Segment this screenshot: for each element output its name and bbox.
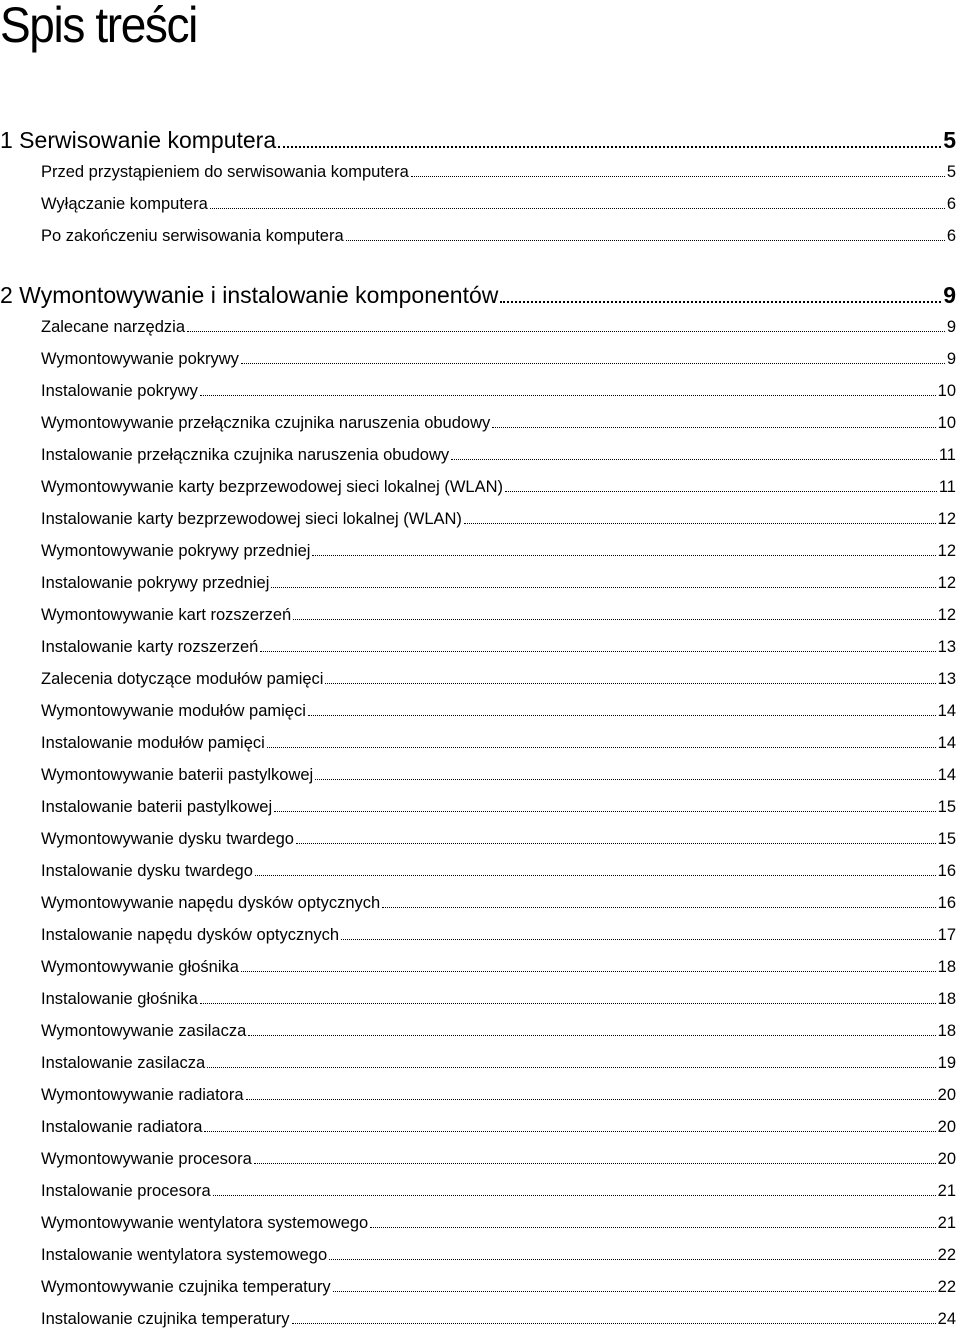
toc-dot-leader xyxy=(241,971,936,972)
toc-page-number: 9 xyxy=(946,350,956,368)
toc-entry-label: Zalecane narzędzia xyxy=(41,318,186,336)
toc-section-entry[interactable] xyxy=(41,1242,956,1268)
toc-entry-label: Po zakończeniu serwisowania komputera xyxy=(41,227,344,245)
toc-entry-label: Instalowanie przełącznika czujnika naruszenia obudowy xyxy=(41,446,450,464)
toc-section-entry[interactable] xyxy=(41,159,956,185)
toc-dot-leader xyxy=(200,395,936,396)
toc-section-entry[interactable] xyxy=(41,1018,956,1044)
toc-page-number: 15 xyxy=(937,798,956,816)
toc-page-number: 15 xyxy=(937,830,956,848)
toc-page-number: 11 xyxy=(938,478,956,496)
toc-entry-label: Wymontowywanie zasilacza xyxy=(41,1022,247,1040)
toc-entry-label: Instalowanie modułów pamięci xyxy=(41,734,265,752)
toc-page-number: 20 xyxy=(937,1150,956,1168)
toc-page-number: 22 xyxy=(937,1278,956,1296)
toc-page-number: 9 xyxy=(946,318,956,336)
toc-section-entry[interactable] xyxy=(41,602,956,628)
toc-page-number: 5 xyxy=(943,127,956,153)
toc-dot-leader xyxy=(292,1323,936,1324)
toc-page-number: 12 xyxy=(937,574,956,592)
toc-section-entry[interactable] xyxy=(41,442,956,468)
toc-page-number: 13 xyxy=(937,638,956,656)
toc-section-entry[interactable] xyxy=(41,1210,956,1236)
toc-page-number: 14 xyxy=(937,766,956,784)
toc-dot-leader xyxy=(333,1291,936,1292)
toc-dot-leader xyxy=(200,1003,936,1004)
toc-entry-label: 2 Wymontowywanie i instalowanie komponentów xyxy=(0,282,499,308)
toc-dot-leader xyxy=(500,301,941,303)
toc-section-entry[interactable] xyxy=(41,506,956,532)
toc-dot-leader xyxy=(296,843,936,844)
toc-page-number: 14 xyxy=(937,702,956,720)
toc-page-number: 6 xyxy=(946,195,956,213)
toc-section-entry[interactable] xyxy=(41,1146,956,1172)
toc-page-number: 6 xyxy=(946,227,956,245)
toc-section-entry[interactable] xyxy=(41,1178,956,1204)
toc-section-entry[interactable] xyxy=(41,1082,956,1108)
toc-section-entry[interactable] xyxy=(41,826,956,852)
toc-entry-label: Wymontowywanie przełącznika czujnika naruszenia obudowy xyxy=(41,414,491,432)
toc-entry-label: Wymontowywanie głośnika xyxy=(41,958,239,976)
toc-dot-leader xyxy=(325,683,935,684)
toc-dot-leader xyxy=(213,1195,936,1196)
toc-dot-leader xyxy=(329,1259,935,1260)
toc-entry-label: Przed przystąpieniem do serwisowania komputera xyxy=(41,163,409,181)
toc-section-entry[interactable] xyxy=(41,538,956,564)
toc-page-number: 10 xyxy=(937,414,956,432)
toc-dot-leader xyxy=(254,1163,936,1164)
toc-section-entry[interactable] xyxy=(41,922,956,948)
toc-section-entry[interactable] xyxy=(41,634,956,660)
toc-page-number: 12 xyxy=(937,606,956,624)
toc-section-entry[interactable] xyxy=(41,346,956,372)
toc-page-number: 17 xyxy=(937,926,956,944)
toc-entry-label: Instalowanie napędu dysków optycznych xyxy=(41,926,340,944)
toc-dot-leader xyxy=(207,1067,935,1068)
toc-section-entry[interactable] xyxy=(41,986,956,1012)
toc-page-number: 18 xyxy=(937,958,956,976)
toc-entry-label: Instalowanie dysku twardego xyxy=(41,862,253,880)
toc-dot-leader xyxy=(274,811,936,812)
toc-dot-leader xyxy=(210,208,945,209)
toc-section-entry[interactable] xyxy=(41,954,956,980)
toc-entry-label: Wymontowywanie modułów pamięci xyxy=(41,702,306,720)
toc-section-entry[interactable] xyxy=(41,570,956,596)
toc-entry-label: Wymontowywanie wentylatora systemowego xyxy=(41,1214,369,1232)
toc-chapter-entry[interactable] xyxy=(0,280,956,310)
toc-entry-label: Wymontowywanie karty bezprzewodowej sieci lokalnej (WLAN) xyxy=(41,478,504,496)
toc-page-number: 12 xyxy=(937,510,956,528)
toc-section-entry[interactable] xyxy=(41,474,956,500)
toc-dot-leader xyxy=(187,331,945,332)
toc-entry-label: Instalowanie głośnika xyxy=(41,990,198,1008)
toc-entry-label: Wymontowywanie kart rozszerzeń xyxy=(41,606,292,624)
toc-dot-leader xyxy=(246,1099,936,1100)
toc-dot-leader xyxy=(505,491,937,492)
toc-page-number: 20 xyxy=(937,1118,956,1136)
toc-entry-label: Instalowanie zasilacza xyxy=(41,1054,206,1072)
toc-entry-label: Wymontowywanie procesora xyxy=(41,1150,252,1168)
toc-page-number: 9 xyxy=(943,282,956,308)
toc-section-entry[interactable] xyxy=(41,378,956,404)
toc-entry-label: Instalowanie baterii pastylkowej xyxy=(41,798,273,816)
toc-page-number: 14 xyxy=(937,734,956,752)
toc-page-number: 19 xyxy=(937,1054,956,1072)
toc-dot-leader xyxy=(464,523,936,524)
toc-page-number: 22 xyxy=(937,1246,956,1264)
toc-entry-label: Wymontowywanie radiatora xyxy=(41,1086,244,1104)
toc-section-entry[interactable] xyxy=(41,794,956,820)
toc-entry-label: Instalowanie karty rozszerzeń xyxy=(41,638,259,656)
toc-dot-leader xyxy=(293,619,935,620)
toc-dot-leader xyxy=(278,146,941,148)
toc-section-entry[interactable] xyxy=(41,762,956,788)
toc-page-number: 21 xyxy=(937,1214,956,1232)
toc-entry-label: Instalowanie procesora xyxy=(41,1182,211,1200)
toc-section-entry[interactable] xyxy=(41,1306,956,1332)
toc-entry-label: Wymontowywanie pokrywy przedniej xyxy=(41,542,311,560)
toc-dot-leader xyxy=(312,555,935,556)
toc-entry-label: Wymontowywanie pokrywy xyxy=(41,350,239,368)
toc-section-entry[interactable] xyxy=(41,698,956,724)
toc-section-entry[interactable] xyxy=(41,1050,956,1076)
toc-dot-leader xyxy=(315,779,935,780)
toc-dot-leader xyxy=(492,427,935,428)
toc-entry-label: Instalowanie wentylatora systemowego xyxy=(41,1246,328,1264)
toc-section-entry[interactable] xyxy=(41,1274,956,1300)
toc-page-number: 13 xyxy=(937,670,956,688)
toc-dot-leader xyxy=(204,1131,935,1132)
toc-page-number: 10 xyxy=(937,382,956,400)
toc-dot-leader xyxy=(267,747,936,748)
toc-page-number: 18 xyxy=(937,990,956,1008)
toc-section-entry[interactable] xyxy=(41,858,956,884)
toc-section-entry[interactable] xyxy=(41,1114,956,1140)
toc-entry-label: Zalecenia dotyczące modułów pamięci xyxy=(41,670,324,688)
toc-page-number: 21 xyxy=(937,1182,956,1200)
toc-section-entry[interactable] xyxy=(41,191,956,217)
toc-section-entry[interactable] xyxy=(41,223,956,249)
toc-dot-leader xyxy=(271,587,935,588)
toc-page-number: 12 xyxy=(937,542,956,560)
toc-page-number: 16 xyxy=(937,894,956,912)
toc-dot-leader xyxy=(411,176,945,177)
toc-entry-label: Wyłączanie komputera xyxy=(41,195,208,213)
toc-dot-leader xyxy=(308,715,936,716)
toc-chapter-entry[interactable] xyxy=(0,125,956,155)
toc-page-number: 18 xyxy=(937,1022,956,1040)
toc-dot-leader xyxy=(382,907,935,908)
toc-dot-leader xyxy=(255,875,936,876)
toc-entry-label: Wymontowywanie czujnika temperatury xyxy=(41,1278,331,1296)
toc-section-entry[interactable] xyxy=(41,890,956,916)
toc-dot-leader xyxy=(248,1035,935,1036)
toc-section-entry[interactable] xyxy=(41,666,956,692)
toc-entry-label: Instalowanie pokrywy przedniej xyxy=(41,574,270,592)
toc-page-number: 16 xyxy=(937,862,956,880)
toc-entry-label: Wymontowywanie baterii pastylkowej xyxy=(41,766,314,784)
toc-dot-leader xyxy=(451,459,937,460)
toc-section-entry[interactable] xyxy=(41,314,956,340)
toc-dot-leader xyxy=(346,240,945,241)
toc-section-entry[interactable] xyxy=(41,410,956,436)
toc-page-number: 11 xyxy=(938,446,956,464)
toc-entry-label: Instalowanie karty bezprzewodowej sieci lokalnej (WLAN) xyxy=(41,510,462,528)
toc-entry-label: Wymontowywanie dysku twardego xyxy=(41,830,294,848)
toc-dot-leader xyxy=(341,939,936,940)
toc-entry-label: Instalowanie radiatora xyxy=(41,1118,203,1136)
toc-page-number: 24 xyxy=(937,1310,956,1328)
toc-dot-leader xyxy=(370,1227,935,1228)
toc-entry-label: 1 Serwisowanie komputera xyxy=(0,127,277,153)
toc-entry-label: Instalowanie czujnika temperatury xyxy=(41,1310,290,1328)
toc-dot-leader xyxy=(241,363,945,364)
toc-page-number: 5 xyxy=(946,163,956,181)
page-title: Spis treści xyxy=(0,0,197,53)
toc-page-number: 20 xyxy=(937,1086,956,1104)
toc-dot-leader xyxy=(260,651,935,652)
toc-entry-label: Wymontowywanie napędu dysków optycznych xyxy=(41,894,381,912)
toc-entry-label: Instalowanie pokrywy xyxy=(41,382,198,400)
toc-section-entry[interactable] xyxy=(41,730,956,756)
